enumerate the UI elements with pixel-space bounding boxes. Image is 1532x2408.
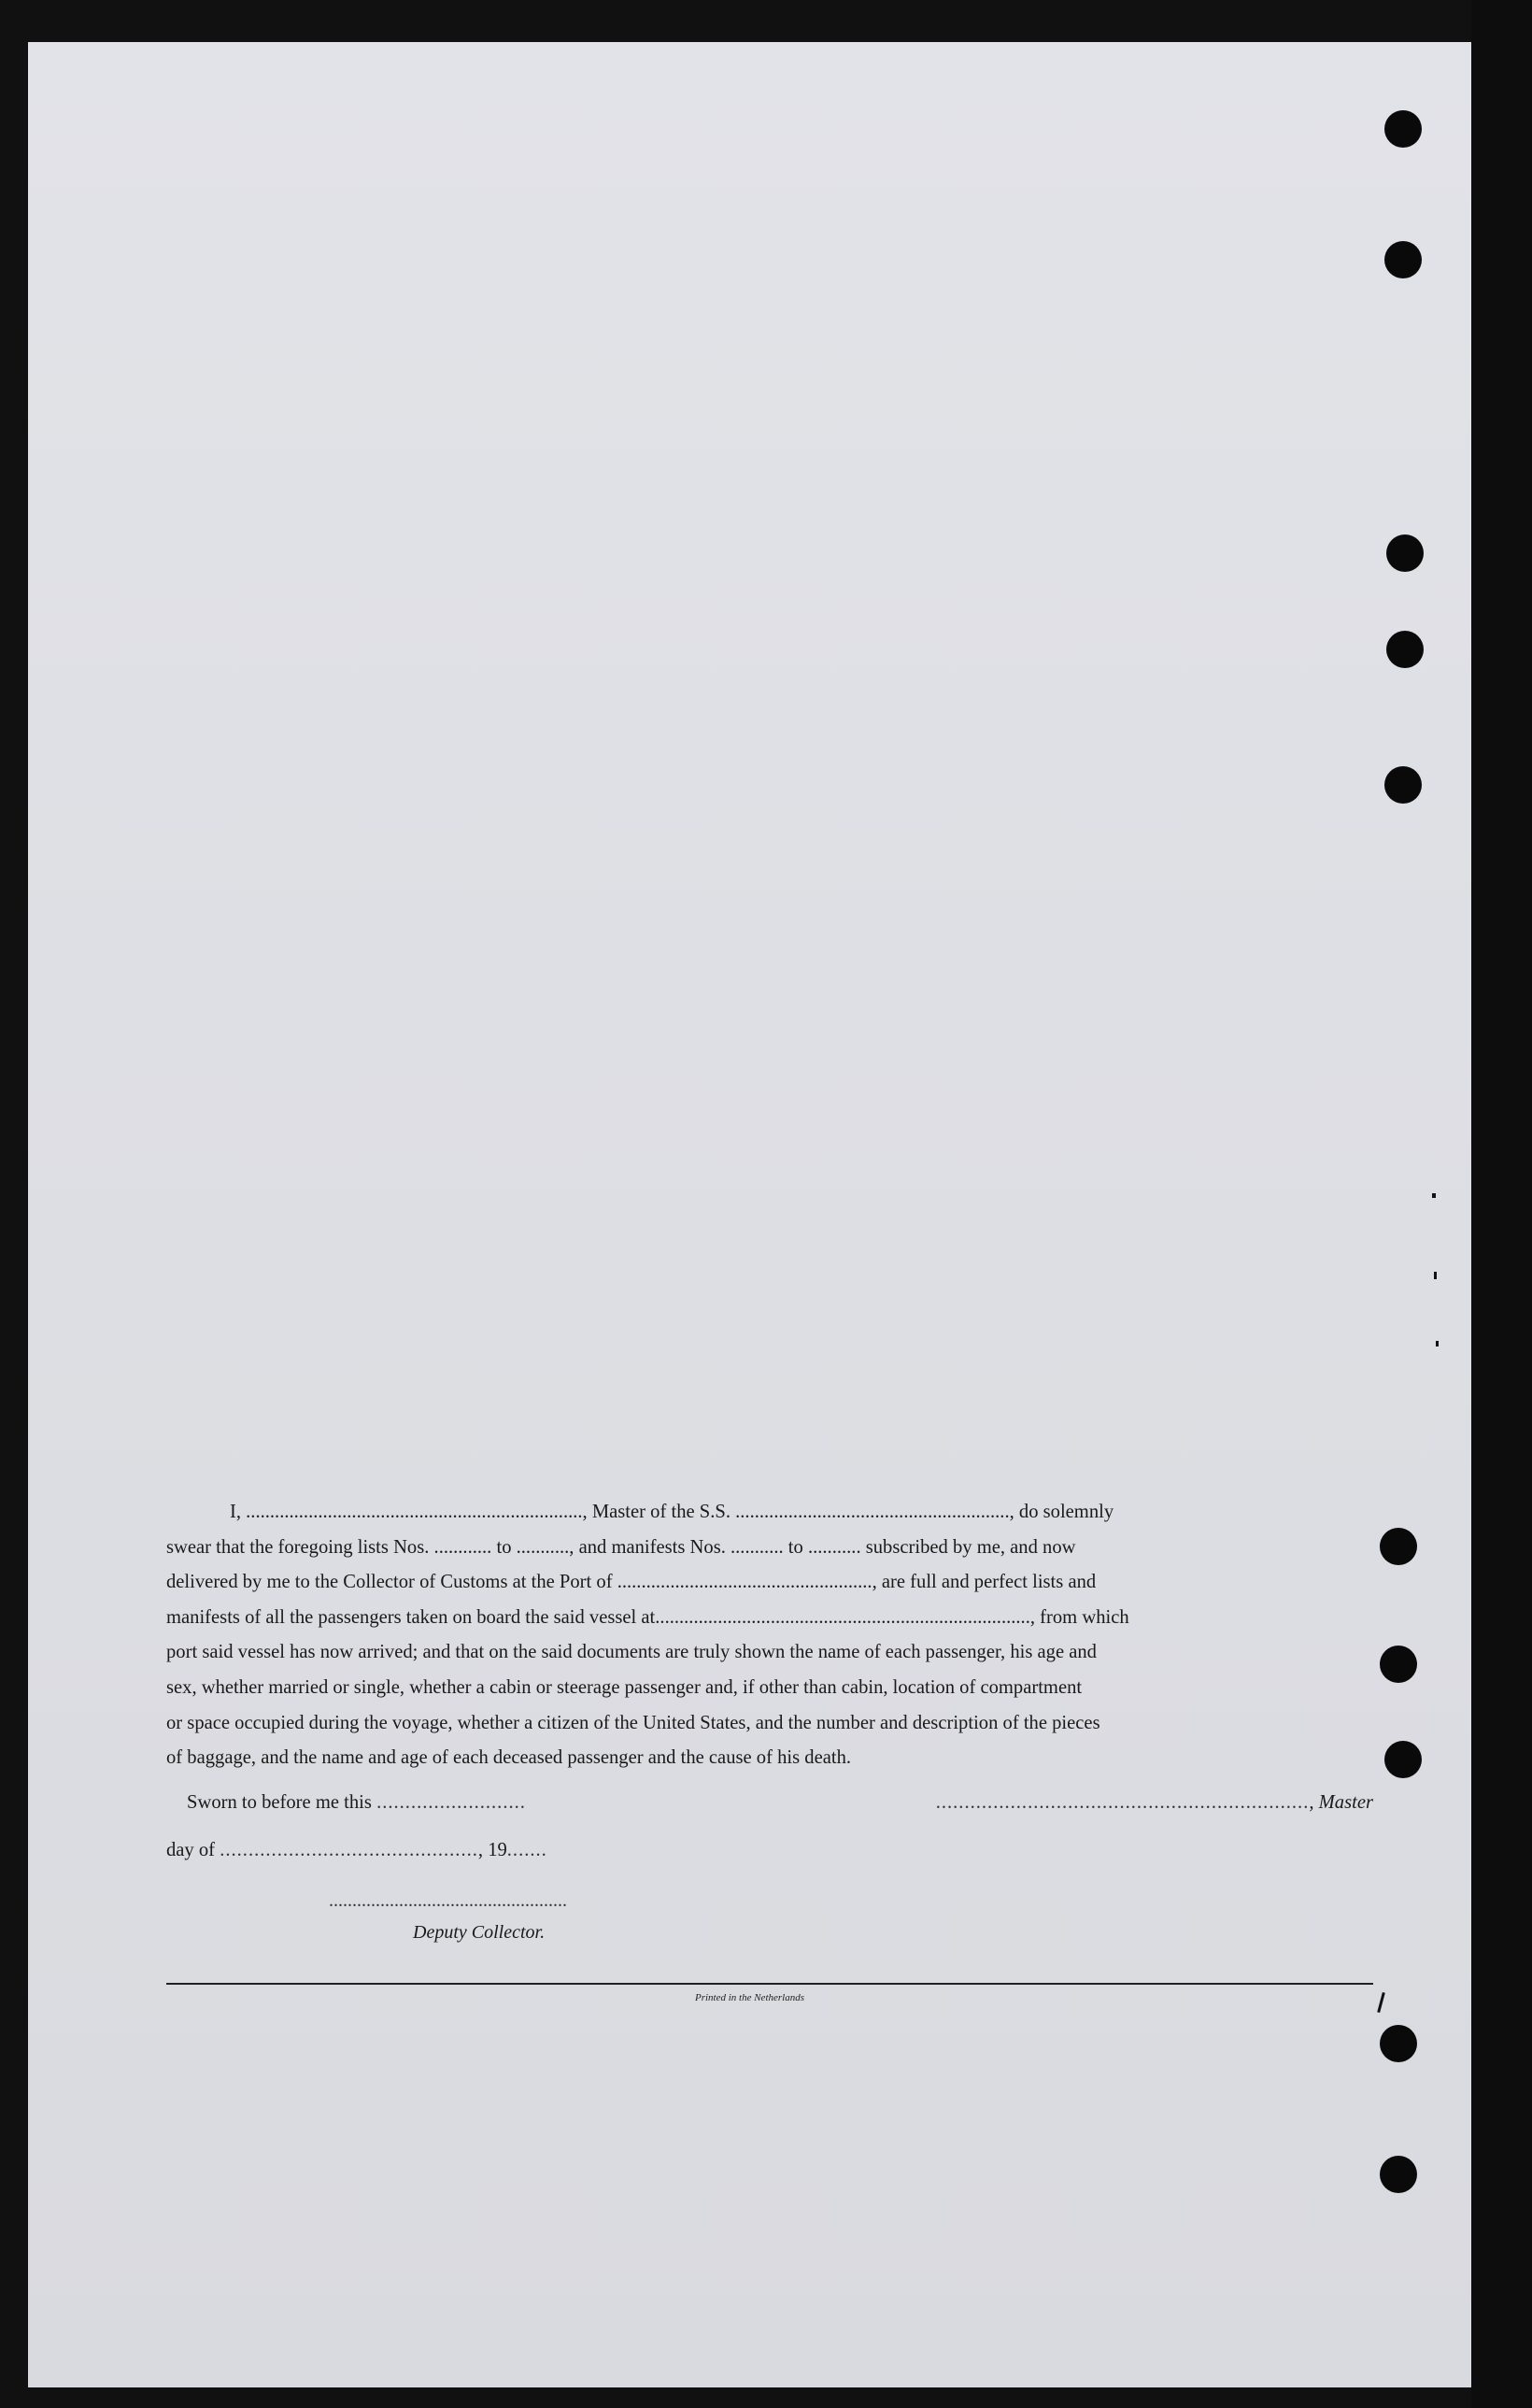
- edge-mark: [1436, 1341, 1439, 1346]
- year-dots: .......: [506, 1840, 547, 1860]
- oath-line-4: manifests of all the passengers taken on board the said vessel at.............................................................................., from which: [166, 1606, 1129, 1628]
- punch-hole: [1384, 241, 1422, 278]
- deputy-collector-label: Deputy Collector.: [413, 1922, 546, 1943]
- punch-hole: [1380, 2156, 1417, 2193]
- sworn-dots-left: ..........................: [376, 1792, 526, 1813]
- day-of-dots: .............................................: [220, 1840, 478, 1860]
- oath-line-1: I, ......................................................................, Master of the S.S. ........................................................., do solemnly: [230, 1502, 1114, 1522]
- edge-mark: [1434, 1272, 1437, 1279]
- sworn-line: [166, 1792, 1373, 1839]
- oath-line-2: swear that the foregoing lists Nos. ............ to ..........., and manifests Nos. ........... to ........... subscribed by me, and now: [166, 1536, 1076, 1558]
- punch-hole: [1384, 1741, 1422, 1778]
- year-label: , 19: [477, 1840, 507, 1860]
- punch-hole: [1384, 766, 1422, 804]
- footer-rule: [166, 1983, 1373, 1985]
- punch-hole: [1380, 1646, 1417, 1683]
- oath-line-5: port said vessel has now arrived; and that on the said documents are truly shown the name of each passenger, his age and: [166, 1642, 1097, 1663]
- punch-hole: [1386, 534, 1424, 572]
- document-page: [28, 42, 1471, 2387]
- punch-hole: [1380, 1528, 1417, 1565]
- punch-hole: [1380, 2025, 1417, 2062]
- oath-line-3: delivered by me to the Collector of Customs at the Port of ....................................................., are full and perfect lists and: [166, 1572, 1097, 1593]
- scan-border: [1471, 0, 1532, 2408]
- punch-hole: [1386, 631, 1424, 668]
- oath-line-8: of baggage, and the name and age of each deceased passenger and the cause of his death.: [166, 1747, 852, 1769]
- printed-note: Printed in the Netherlands: [694, 1992, 804, 2003]
- collector-signature-dots: ...................................................: [329, 1890, 567, 1911]
- punch-hole: [1384, 110, 1422, 148]
- edge-mark: [1432, 1193, 1436, 1198]
- day-of-line: [166, 1840, 727, 1861]
- bleed-through-header: [719, 53, 731, 77]
- master-signature-dots: .................................................................: [935, 1792, 1310, 1813]
- sworn-prefix: Sworn to before me this: [187, 1792, 372, 1813]
- oath-line-7: or space occupied during the voyage, whether a citizen of the United States, and the number and description of the pieces: [166, 1712, 1100, 1733]
- master-label: , Master: [1309, 1792, 1373, 1813]
- oath-line-6: sex, whether married or single, whether a cabin or steerage passenger and, if other than cabin, location of compartment: [166, 1676, 1083, 1698]
- bleed-through-stamp: [663, 780, 747, 1509]
- day-of-prefix: day of: [166, 1840, 216, 1860]
- oath-paragraph: [166, 1495, 1373, 1776]
